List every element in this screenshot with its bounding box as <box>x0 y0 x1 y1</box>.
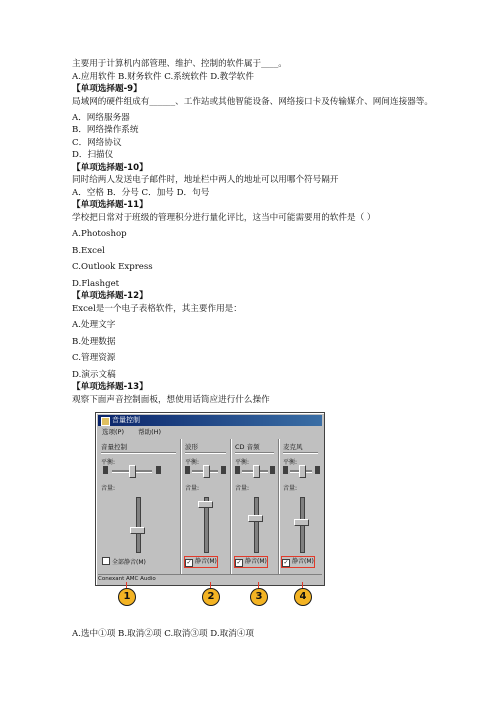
q11-stem: 学校把日常对于班级的管理积分进行量化评比，这当中可能需要用的软件是（ ） <box>72 212 376 223</box>
volume-track <box>136 497 141 553</box>
q11-header: 【单项选择题-11】 <box>72 200 148 211</box>
panel-master-volume <box>98 439 181 575</box>
marker-4: 4 <box>294 588 312 606</box>
q9-option-c: C．网络协议 <box>72 137 122 148</box>
q13-stem: 观察下面声音控制面板，想使用话筒应进行什么操作 <box>72 394 270 405</box>
volume-label: 音量: <box>101 485 116 492</box>
left-speaker-icon <box>235 466 240 474</box>
q12-option-a: A.处理文字 <box>72 320 116 331</box>
balance-slider[interactable] <box>253 465 260 478</box>
checkbox-box <box>102 557 110 565</box>
marker-1: 1 <box>118 588 136 606</box>
menu-options[interactable]: 选项(P) <box>102 428 124 436</box>
checkbox-label: 静音(M) <box>245 558 267 565</box>
q8-options: A.应用软件 B.财务软件 C.系统软件 D.教学软件 <box>72 71 254 82</box>
balance-slider[interactable] <box>203 465 210 478</box>
balance-slider[interactable] <box>129 465 136 478</box>
panel-title: CD 音频 <box>235 443 260 451</box>
window-title: 音量控制 <box>112 416 140 424</box>
right-speaker-icon <box>315 466 320 474</box>
right-speaker-icon <box>221 466 226 474</box>
q9-stem: 局域网的硬件组成有______、工作站或其他智能设备、网络接口卡及传输媒介、网间连接器等。 <box>72 96 433 107</box>
panel-cd-audio <box>232 439 279 575</box>
q11-option-a: A.Photoshop <box>72 229 127 240</box>
left-speaker-icon <box>185 466 190 474</box>
q13-header: 【单项选择题-13】 <box>72 382 148 393</box>
q10-options: A．空格 B．分号 C．加号 D．句号 <box>72 187 210 198</box>
volume-label: 音量: <box>283 485 298 492</box>
mute-checkbox-wave[interactable] <box>185 557 217 567</box>
panel-wave <box>182 439 231 575</box>
volume-slider[interactable] <box>294 519 309 526</box>
q12-option-d: D.演示文稿 <box>72 369 116 380</box>
q9-option-b: B．网络操作系统 <box>72 125 139 136</box>
balance-slider[interactable] <box>299 465 306 478</box>
volume-slider[interactable] <box>130 527 145 534</box>
panel-microphone <box>280 439 322 575</box>
status-bar: Conexant AMC Audio <box>98 574 322 583</box>
q9-option-a: A．网络服务器 <box>72 112 130 123</box>
mute-all-checkbox[interactable] <box>102 557 146 567</box>
panel-title: 波形 <box>185 443 198 451</box>
right-speaker-icon <box>270 466 275 474</box>
marker-3: 3 <box>250 588 268 606</box>
mute-checkbox-cd[interactable] <box>235 557 267 567</box>
volume-slider[interactable] <box>198 501 213 508</box>
q11-option-b: B.Excel <box>72 245 105 256</box>
q12-option-c: C.管理资源 <box>72 353 116 364</box>
panel-divider <box>101 452 176 453</box>
q10-header: 【单项选择题-10】 <box>72 162 148 173</box>
balance-label: 平衡: <box>101 459 116 466</box>
volume-control-figure <box>95 412 325 604</box>
right-speaker-icon <box>156 466 161 474</box>
checkbox-label: 全部静音(M) <box>112 559 146 566</box>
volume-track <box>254 497 259 553</box>
volume-label: 音量: <box>235 485 250 492</box>
balance-label: 平衡: <box>283 459 298 466</box>
mute-checkbox-microphone[interactable] <box>282 557 314 567</box>
left-speaker-icon <box>103 466 108 474</box>
volume-slider[interactable] <box>248 515 263 522</box>
panel-divider <box>185 452 226 453</box>
q8-stem: 主要用于计算机内部管理、维护、控制的软件属于____。 <box>72 59 287 69</box>
menu-bar <box>98 427 322 437</box>
window-titlebar <box>98 415 322 426</box>
left-speaker-icon <box>283 466 288 474</box>
volume-control-window <box>95 412 325 586</box>
checkbox-box: ✓ <box>236 559 242 566</box>
panel-divider <box>235 452 274 453</box>
q9-option-d: D．扫描仪 <box>72 150 114 161</box>
balance-label: 平衡: <box>185 459 200 466</box>
checkbox-label: 静音(M) <box>195 558 217 565</box>
menu-help[interactable]: 帮助(H) <box>138 428 162 436</box>
panel-title: 麦克风 <box>283 443 303 451</box>
volume-label: 音量: <box>185 485 200 492</box>
q10-stem: 同时给两人发送电子邮件时，地址栏中两人的地址可以用哪个符号隔开 <box>72 175 339 186</box>
marker-2: 2 <box>202 588 220 606</box>
q12-stem: Excel是一个电子表格软件，其主要作用是： <box>72 303 242 314</box>
q9-header: 【单项选择题-9】 <box>72 84 142 94</box>
checkbox-box: ✓ <box>186 559 192 566</box>
q12-option-b: B.处理数据 <box>72 336 116 347</box>
balance-label: 平衡: <box>235 459 250 466</box>
checkbox-box: ✓ <box>283 559 289 566</box>
panel-title: 音量控制 <box>101 443 127 451</box>
q11-option-d: D.Flashget <box>72 278 120 289</box>
q13-options: A.选中①项 B.取消②项 C.取消③项 D.取消④项 <box>72 629 254 639</box>
checkbox-label: 静音(M) <box>292 558 314 565</box>
speaker-app-icon <box>101 417 110 426</box>
document-body <box>72 58 444 406</box>
q12-header: 【单项选择题-12】 <box>72 291 148 302</box>
q11-option-c: C.Outlook Express <box>72 262 153 273</box>
panel-divider <box>283 452 318 453</box>
